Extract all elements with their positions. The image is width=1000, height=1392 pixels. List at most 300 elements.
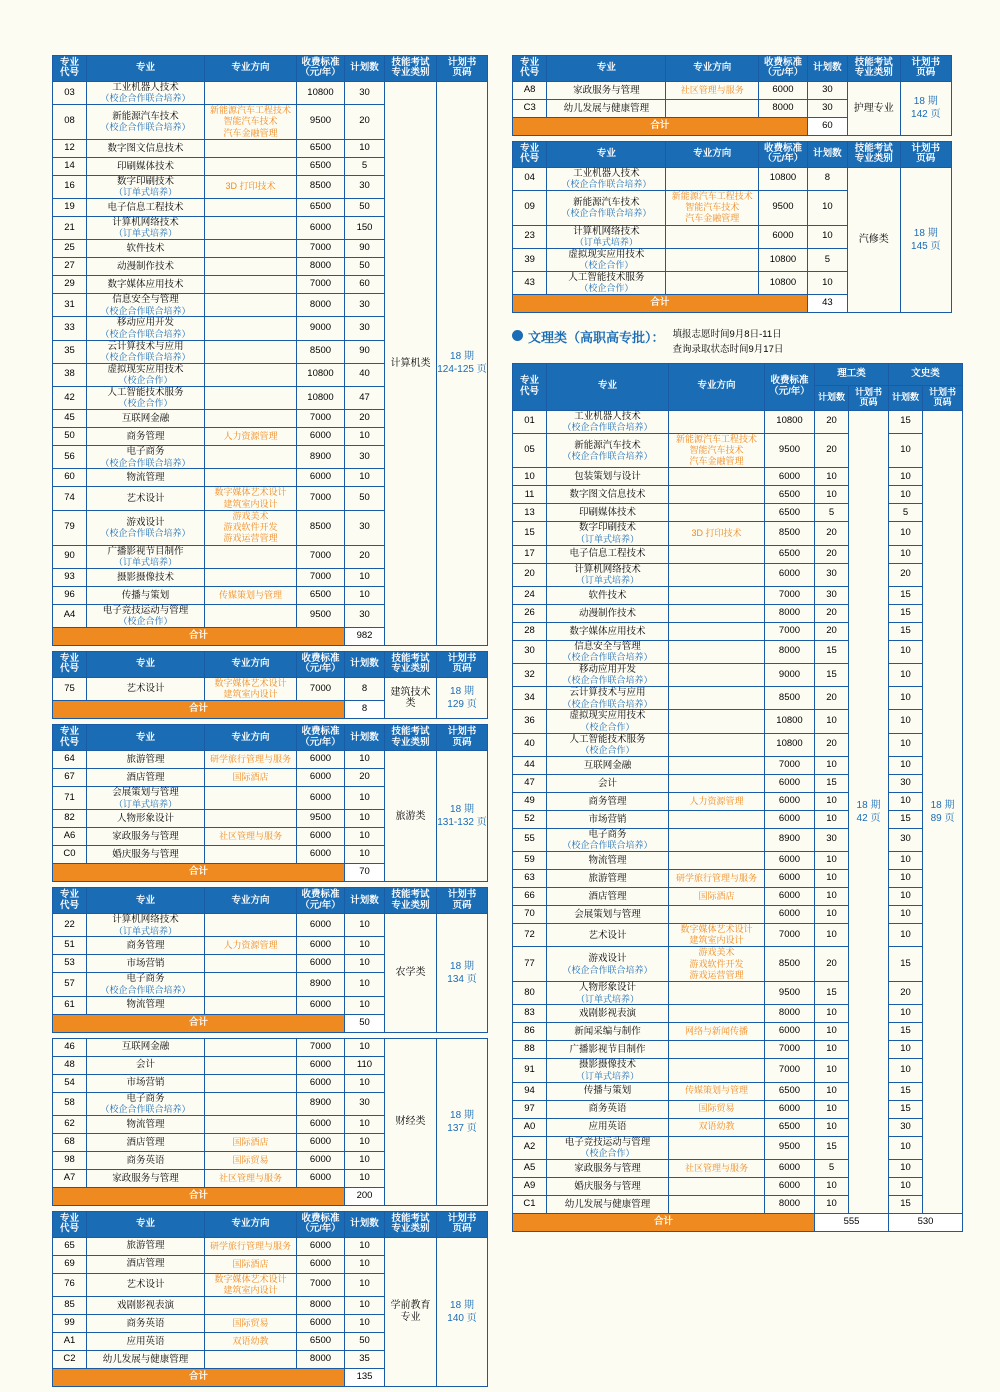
fee-standard: 10800 <box>765 710 815 733</box>
major-code: 01 <box>513 410 547 433</box>
major-name: 数字图文信息技术 <box>547 486 669 504</box>
fee-standard: 6500 <box>297 1333 345 1351</box>
major-direction <box>669 504 765 522</box>
major-code: 98 <box>53 1151 87 1169</box>
major-name: 婚庆服务与管理 <box>87 846 205 864</box>
major-direction: 研学旅行管理与服务 <box>205 1237 297 1255</box>
fee-standard: 6000 <box>765 468 815 486</box>
plan-count: 10 <box>345 1038 385 1056</box>
plan-count-science: 20 <box>815 687 849 710</box>
major-code: 49 <box>513 792 547 810</box>
plan-table-computer <box>52 55 488 646</box>
th-fee: 收费标准 （元/年） <box>297 651 345 677</box>
plan-count-arts: 10 <box>889 486 923 504</box>
major-direction <box>205 955 297 973</box>
plan-count-arts: 10 <box>889 1177 923 1195</box>
book-page: 18 期 140 页 <box>437 1237 488 1387</box>
major-name: 市场营销 <box>87 1074 205 1092</box>
major-name: 云计算技术与应用 （校企合作联合培养） <box>87 340 205 363</box>
major-code: 77 <box>513 947 547 982</box>
major-direction: 国际贸易 <box>205 1315 297 1333</box>
fee-standard: 8000 <box>297 1297 345 1315</box>
fee-standard: 10800 <box>759 272 807 295</box>
plan-count-arts: 10 <box>889 522 923 545</box>
book-page: 18 期 137 页 <box>437 1038 488 1205</box>
th-code: 专业 代号 <box>53 56 87 82</box>
major-name: 电子竞技运动与管理 （校企合作） <box>547 1136 669 1159</box>
plan-count-arts: 10 <box>889 905 923 923</box>
plan-count-arts: 30 <box>889 1118 923 1136</box>
plan-count-science: 10 <box>815 1023 849 1041</box>
major-code: 85 <box>53 1297 87 1315</box>
summary-total: 982 <box>345 627 385 645</box>
th-book: 计划书 页码 <box>437 725 488 751</box>
major-code: A6 <box>53 828 87 846</box>
plan-count-arts: 10 <box>889 1005 923 1023</box>
fee-standard: 6000 <box>297 1151 345 1169</box>
major-name: 虚拟现实应用技术 （校企合作） <box>547 248 666 271</box>
th-fee: 收费标准 （元/年） <box>297 888 345 914</box>
plan-count-science: 10 <box>815 810 849 828</box>
major-code: 66 <box>513 887 547 905</box>
plan-count-arts: 10 <box>889 664 923 687</box>
th-exam: 技能考试 专业类别 <box>385 651 437 677</box>
major-name: 家政服务与管理 <box>87 828 205 846</box>
major-direction <box>205 276 297 294</box>
major-name: 互联网金融 <box>87 410 205 428</box>
plan-count-science: 10 <box>815 1059 849 1082</box>
major-code: 53 <box>53 955 87 973</box>
major-name: 动漫制作技术 <box>87 258 205 276</box>
book-page-science: 18 期 42 页 <box>849 410 889 1213</box>
fee-standard: 6000 <box>765 1177 815 1195</box>
plan-count-science: 10 <box>815 486 849 504</box>
th-direction: 专业方向 <box>205 725 297 751</box>
major-name: 广播影视节目制作 （订单式培养） <box>87 545 205 568</box>
fee-standard: 7000 <box>297 410 345 428</box>
major-name: 移动应用开发 （校企合作联合培养） <box>547 664 669 687</box>
plan-count-science: 5 <box>815 504 849 522</box>
table-header-row <box>53 725 488 751</box>
major-direction <box>666 225 759 248</box>
plan-count: 10 <box>345 787 385 810</box>
major-code: 70 <box>513 905 547 923</box>
th-major: 专业 <box>87 651 205 677</box>
fee-standard: 6000 <box>297 914 345 937</box>
major-name: 游戏设计 （校企合作联合培养） <box>547 947 669 982</box>
table-row <box>513 1136 963 1159</box>
fee-standard: 8000 <box>765 1195 815 1213</box>
major-code: 55 <box>513 828 547 851</box>
th-plan: 计划数 <box>807 56 847 82</box>
major-code: A8 <box>513 81 547 99</box>
summary-label: 合计 <box>53 1014 345 1032</box>
plan-count-science: 10 <box>815 1041 849 1059</box>
exam-category: 计算机类 <box>385 81 437 645</box>
table-row <box>513 828 963 851</box>
fee-standard: 6000 <box>759 81 807 99</box>
major-direction <box>669 563 765 586</box>
major-name: 电子商务 （校企合作联合培养） <box>87 973 205 996</box>
plan-count-science: 20 <box>815 604 849 622</box>
plan-count-arts: 10 <box>889 1159 923 1177</box>
plan-count: 10 <box>345 937 385 955</box>
major-name: 物流管理 <box>87 1115 205 1133</box>
th-fee: 收费标准 （元/年） <box>759 141 807 167</box>
plan-count-arts: 15 <box>889 1195 923 1213</box>
table-row <box>513 710 963 733</box>
plan-count: 40 <box>345 363 385 386</box>
major-code: C0 <box>53 846 87 864</box>
plan-table-tourism <box>52 724 488 882</box>
th-exam: 技能考试 专业类别 <box>385 56 437 82</box>
major-direction <box>205 1074 297 1092</box>
plan-count-arts: 20 <box>889 563 923 586</box>
plan-count-science: 15 <box>815 982 849 1005</box>
major-code: 22 <box>53 914 87 937</box>
fee-standard: 6000 <box>765 887 815 905</box>
table-row <box>513 1195 963 1213</box>
plan-count: 10 <box>345 1133 385 1151</box>
th-direction: 专业方向 <box>205 651 297 677</box>
plan-count: 10 <box>345 973 385 996</box>
major-direction: 游戏美术 游戏软件开发 游戏运营管理 <box>205 510 297 545</box>
exam-category: 财经类 <box>385 1038 437 1205</box>
summary-label: 合计 <box>513 1213 815 1231</box>
fee-standard: 8500 <box>297 340 345 363</box>
major-name: 包装策划与设计 <box>547 468 669 486</box>
major-direction <box>205 1056 297 1074</box>
major-name: 广播影视节目制作 <box>547 1041 669 1059</box>
major-name: 酒店管理 <box>547 887 669 905</box>
plan-count: 30 <box>345 1092 385 1115</box>
major-direction: 数字媒体艺术设计 建筑室内设计 <box>205 487 297 511</box>
major-code: A9 <box>513 1177 547 1195</box>
table-row <box>513 774 963 792</box>
plan-count-arts: 10 <box>889 851 923 869</box>
summary-row <box>513 1213 963 1231</box>
table-row <box>513 1159 963 1177</box>
major-code: 15 <box>513 522 547 545</box>
plan-count: 20 <box>345 105 385 140</box>
book-page-arts: 18 期 89 页 <box>923 410 963 1213</box>
major-code: 50 <box>53 428 87 446</box>
table-row <box>513 433 963 468</box>
table-row <box>513 1100 963 1118</box>
major-code: 11 <box>513 486 547 504</box>
major-name: 工业机器人技术 （校企合作联合培养） <box>547 410 669 433</box>
plan-count-science: 10 <box>815 710 849 733</box>
fee-standard: 6000 <box>297 996 345 1014</box>
fee-standard: 6000 <box>297 787 345 810</box>
major-code: 56 <box>53 446 87 469</box>
table-row <box>53 1237 488 1255</box>
table-row <box>513 810 963 828</box>
major-code: 59 <box>513 851 547 869</box>
th-book: 计划书 页码 <box>437 1211 488 1237</box>
plan-count-arts: 10 <box>889 687 923 710</box>
major-name: 旅游管理 <box>87 1237 205 1255</box>
major-name: 数字印刷技术 （订单式培养） <box>87 175 205 198</box>
table-row <box>513 468 963 486</box>
plan-count: 10 <box>345 586 385 604</box>
major-direction <box>669 545 765 563</box>
book-page: 18 期 145 页 <box>900 167 952 313</box>
major-name: 艺术设计 <box>547 923 669 947</box>
major-code: 19 <box>53 199 87 217</box>
plan-count: 8 <box>345 677 385 701</box>
th-book-arts: 计划书 页码 <box>923 385 963 410</box>
major-name: 新闻采编与制作 <box>547 1023 669 1041</box>
plan-table-autorepair <box>512 141 952 313</box>
fee-standard: 7000 <box>765 586 815 604</box>
plan-count: 35 <box>345 1351 385 1369</box>
major-name: 移动应用开发 （校企合作联合培养） <box>87 317 205 340</box>
major-name: 物流管理 <box>87 996 205 1014</box>
table-row <box>513 1041 963 1059</box>
table-row <box>513 869 963 887</box>
plan-count: 30 <box>345 81 385 104</box>
fee-standard: 9500 <box>297 604 345 627</box>
th-book: 计划书 页码 <box>437 56 488 82</box>
major-direction <box>669 851 765 869</box>
table-row <box>513 586 963 604</box>
right-column <box>512 55 957 1232</box>
section-note <box>673 327 784 357</box>
book-page: 18 期 142 页 <box>900 81 952 135</box>
th-major: 专业 <box>87 725 205 751</box>
major-code: 72 <box>513 923 547 947</box>
th-fee: 收费标准 （元/年） <box>297 725 345 751</box>
major-name: 软件技术 <box>87 240 205 258</box>
major-name: 电子信息工程技术 <box>87 199 205 217</box>
table-header-row <box>513 141 952 167</box>
major-direction: 游戏美术 游戏软件开发 游戏运营管理 <box>669 947 765 982</box>
major-code: 69 <box>53 1255 87 1273</box>
major-name: 会计 <box>547 774 669 792</box>
major-code: 76 <box>53 1273 87 1297</box>
plan-count: 10 <box>345 1237 385 1255</box>
major-code: 39 <box>513 248 547 271</box>
th-exam: 技能考试 专业类别 <box>848 56 900 82</box>
major-name: 数字媒体应用技术 <box>547 622 669 640</box>
major-code: 29 <box>53 276 87 294</box>
major-direction <box>205 787 297 810</box>
major-name: 动漫制作技术 <box>547 604 669 622</box>
major-code: 97 <box>513 1100 547 1118</box>
major-name: 应用英语 <box>87 1333 205 1351</box>
major-name: 工业机器人技术 （校企合作联合培养） <box>87 81 205 104</box>
bullet-icon <box>512 330 523 341</box>
major-direction <box>205 568 297 586</box>
plan-count-arts: 10 <box>889 792 923 810</box>
plan-count-science: 10 <box>815 1082 849 1100</box>
major-name: 商务英语 <box>547 1100 669 1118</box>
major-code: 17 <box>513 545 547 563</box>
major-direction: 国际贸易 <box>205 1151 297 1169</box>
plan-count: 10 <box>807 272 847 295</box>
plan-count: 30 <box>345 294 385 317</box>
major-name: 旅游管理 <box>87 751 205 769</box>
th-book: 计划书 页码 <box>437 888 488 914</box>
major-name: 数字印刷技术 （订单式培养） <box>547 522 669 545</box>
major-direction: 社区管理与服务 <box>669 1159 765 1177</box>
major-code: 65 <box>53 1237 87 1255</box>
major-direction: 数字媒体艺术设计 建筑室内设计 <box>205 1273 297 1297</box>
table-row <box>513 81 952 99</box>
fee-standard: 6500 <box>297 157 345 175</box>
major-name: 游戏设计 （校企合作联合培养） <box>87 510 205 545</box>
major-direction <box>669 1136 765 1159</box>
fee-standard: 6500 <box>765 486 815 504</box>
plan-count: 10 <box>345 469 385 487</box>
major-code: 75 <box>53 677 87 701</box>
table-row <box>513 486 963 504</box>
major-name: 戏剧影视表演 <box>87 1297 205 1315</box>
major-code: A2 <box>513 1136 547 1159</box>
major-code: C1 <box>513 1195 547 1213</box>
fee-standard: 10800 <box>297 363 345 386</box>
plan-count-arts: 10 <box>889 545 923 563</box>
fee-standard: 10800 <box>759 167 807 190</box>
th-fee: 收费标准 （元/年） <box>297 1211 345 1237</box>
major-name: 电子竞技运动与管理 （校企合作） <box>87 604 205 627</box>
plan-count-science: 10 <box>815 905 849 923</box>
fee-standard: 7000 <box>297 1273 345 1297</box>
major-name: 互联网金融 <box>87 1038 205 1056</box>
th-code: 专业 代号 <box>513 141 547 167</box>
major-direction: 人力资源管理 <box>205 937 297 955</box>
plan-count-science: 10 <box>815 1177 849 1195</box>
major-code: 36 <box>513 710 547 733</box>
major-direction: 人力资源管理 <box>669 792 765 810</box>
fee-standard: 8000 <box>765 640 815 663</box>
major-code: 68 <box>53 1133 87 1151</box>
major-direction <box>666 167 759 190</box>
major-code: 33 <box>53 317 87 340</box>
fee-standard: 7000 <box>297 568 345 586</box>
table-row <box>513 604 963 622</box>
major-code: 44 <box>513 756 547 774</box>
book-page: 18 期 129 页 <box>437 677 488 719</box>
fee-standard: 6500 <box>765 1082 815 1100</box>
th-direction: 专业方向 <box>666 56 759 82</box>
major-direction: 新能源汽车工程技术 智能汽车技术 汽车金融管理 <box>205 105 297 140</box>
plan-table-architecture <box>52 651 488 719</box>
major-direction: 新能源汽车工程技术 智能汽车技术 汽车金融管理 <box>669 433 765 468</box>
major-name: 云计算技术与应用 （校企合作联合培养） <box>547 687 669 710</box>
section-heading <box>512 327 952 357</box>
major-code: 35 <box>53 340 87 363</box>
major-direction: 社区管理与服务 <box>666 81 759 99</box>
table-row <box>513 1082 963 1100</box>
major-direction <box>669 687 765 710</box>
th-major: 专业 <box>547 56 666 82</box>
fee-standard: 8000 <box>297 258 345 276</box>
plan-count: 10 <box>345 1115 385 1133</box>
major-name: 传播与策划 <box>87 586 205 604</box>
major-code: 57 <box>53 973 87 996</box>
major-name: 会计 <box>87 1056 205 1074</box>
plan-count: 20 <box>345 410 385 428</box>
table-header-row <box>513 56 952 82</box>
fee-standard: 8000 <box>759 99 807 117</box>
major-code: 52 <box>513 810 547 828</box>
fee-standard: 7000 <box>297 545 345 568</box>
plan-count-arts: 15 <box>889 810 923 828</box>
major-name: 应用英语 <box>547 1118 669 1136</box>
fee-standard: 6000 <box>297 428 345 446</box>
plan-count-science: 10 <box>815 887 849 905</box>
table-row <box>513 522 963 545</box>
th-fee: 收费标准 （元/年） <box>765 363 815 410</box>
th-code: 专业 代号 <box>53 651 87 677</box>
th-direction: 专业方向 <box>205 56 297 82</box>
major-direction: 社区管理与服务 <box>205 1169 297 1187</box>
major-code: 46 <box>53 1038 87 1056</box>
fee-standard: 6000 <box>297 1056 345 1074</box>
plan-count: 90 <box>345 240 385 258</box>
exam-category: 护理专业 <box>848 81 900 135</box>
plan-count: 30 <box>807 81 847 99</box>
major-code: 09 <box>513 190 547 225</box>
plan-count: 10 <box>807 190 847 225</box>
major-code: 94 <box>513 1082 547 1100</box>
plan-table-finance <box>52 1038 488 1206</box>
plan-table-preschool <box>52 1211 488 1387</box>
fee-standard: 8500 <box>297 510 345 545</box>
major-direction <box>669 664 765 687</box>
summary-total-science: 555 <box>815 1213 889 1231</box>
plan-count-arts: 15 <box>889 947 923 982</box>
major-direction <box>205 446 297 469</box>
plan-count-science: 10 <box>815 851 849 869</box>
plan-count: 20 <box>345 769 385 787</box>
major-code: 61 <box>53 996 87 1014</box>
major-name: 互联网金融 <box>547 756 669 774</box>
th-plan: 计划数 <box>345 651 385 677</box>
plan-count-science: 15 <box>815 640 849 663</box>
major-direction <box>205 157 297 175</box>
major-code: 14 <box>53 157 87 175</box>
major-name: 家政服务与管理 <box>547 1159 669 1177</box>
major-name: 艺术设计 <box>87 487 205 511</box>
major-code: 86 <box>513 1023 547 1041</box>
major-direction: 国际酒店 <box>669 887 765 905</box>
major-direction <box>669 468 765 486</box>
major-direction: 研学旅行管理与服务 <box>669 869 765 887</box>
fee-standard: 6000 <box>297 1133 345 1151</box>
fee-standard: 6500 <box>765 1118 815 1136</box>
plan-count: 10 <box>345 1169 385 1187</box>
major-direction <box>205 996 297 1014</box>
fee-standard: 6000 <box>297 751 345 769</box>
plan-count-science: 10 <box>815 1005 849 1023</box>
major-code: 05 <box>513 433 547 468</box>
table-row <box>513 664 963 687</box>
th-major: 专业 <box>87 1211 205 1237</box>
fee-standard: 6500 <box>765 504 815 522</box>
table-row <box>513 947 963 982</box>
major-code: 28 <box>513 622 547 640</box>
major-name: 数字图文信息技术 <box>87 139 205 157</box>
fee-standard: 9500 <box>765 982 815 1005</box>
fee-standard: 8000 <box>297 1351 345 1369</box>
plan-count-science: 30 <box>815 586 849 604</box>
major-name: 虚拟现实应用技术 （校企合作） <box>547 710 669 733</box>
major-name: 计算机网络技术 （订单式培养） <box>87 914 205 937</box>
summary-label: 合计 <box>513 117 808 135</box>
